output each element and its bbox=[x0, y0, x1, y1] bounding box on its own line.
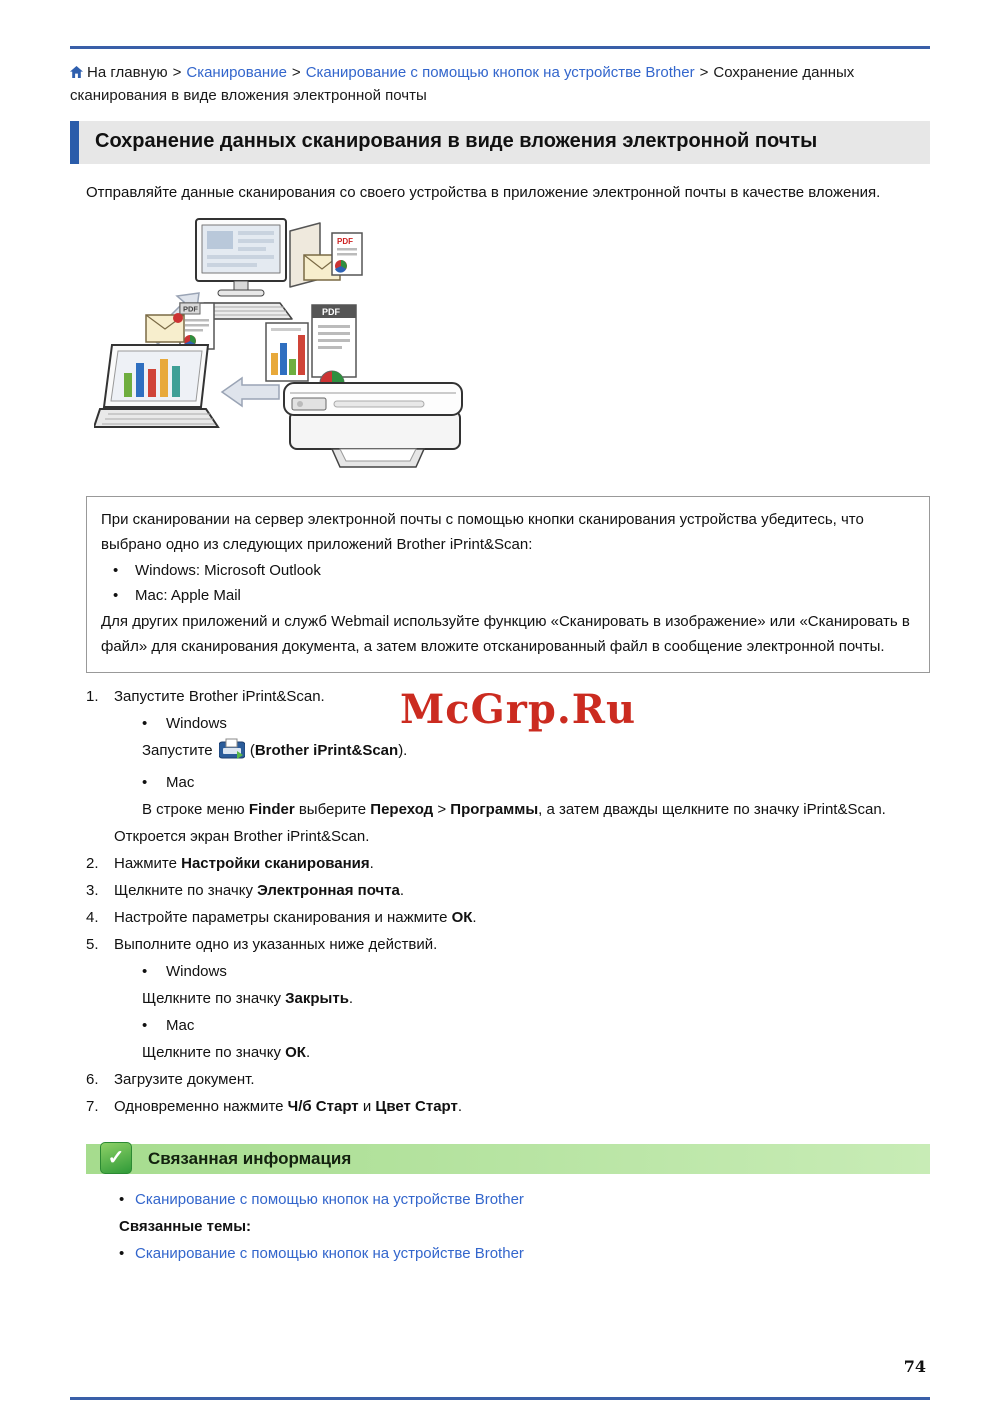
step1-mac-instruction: В строке меню Finder выберите Переход > Программы, а затем дважды щелкните по значку iPrint&Scan. bbox=[142, 800, 886, 818]
step-text: Щелкните по значку Электронная почта. bbox=[114, 881, 405, 899]
step-6 bbox=[86, 1066, 930, 1093]
step-7 bbox=[86, 1093, 930, 1120]
laptop-icon bbox=[94, 345, 218, 427]
step-body bbox=[114, 931, 930, 1066]
top-rule bbox=[70, 46, 930, 49]
breadcrumb-link-scanning[interactable]: Сканирование bbox=[186, 64, 287, 81]
step-number: 7. bbox=[86, 1097, 99, 1115]
windows-bullet bbox=[142, 958, 930, 985]
text-segment: (Brother iPrint&Scan). bbox=[249, 741, 408, 759]
step-text: Загрузите документ. bbox=[114, 1070, 255, 1088]
breadcrumb bbox=[70, 62, 930, 107]
intro-paragraph: Отправляйте данные сканирования со своего устройства в приложение электронной почты в качестве вложения. bbox=[86, 184, 881, 201]
step-text: Запустите Brother iPrint&Scan. bbox=[114, 687, 325, 705]
printer-icon bbox=[284, 383, 462, 467]
step-number: 6. bbox=[86, 1070, 99, 1088]
step-text: Одновременно нажмите Ч/б Старт и Цвет Старт. bbox=[114, 1097, 463, 1115]
step-text: Нажмите Настройки сканирования. bbox=[114, 854, 374, 872]
pdf-document-icon bbox=[312, 305, 356, 377]
bullet-icon: • bbox=[113, 587, 119, 604]
related-topics-label: Связанные темы: bbox=[119, 1217, 252, 1235]
note-bullet-mac bbox=[113, 583, 915, 609]
step-2 bbox=[86, 850, 930, 877]
note-bullet-text: Mac: Apple Mail bbox=[135, 587, 241, 604]
step5-mac-instruction: Щелкните по значку ОК. bbox=[142, 1043, 311, 1061]
step-5 bbox=[86, 931, 930, 1066]
check-icon: ✓ bbox=[100, 1142, 132, 1174]
bullet-label: Windows bbox=[166, 962, 227, 980]
watermark: McGrp.Ru bbox=[400, 686, 637, 733]
bullet-icon: • bbox=[113, 561, 119, 579]
chart-document-icon bbox=[266, 323, 308, 381]
bullet-icon: • bbox=[119, 1190, 125, 1208]
bullet-label: Windows bbox=[166, 714, 227, 732]
email-attachment-icon bbox=[146, 303, 214, 349]
step-sub-list bbox=[142, 958, 930, 1066]
bottom-rule bbox=[70, 1397, 930, 1400]
steps-list bbox=[86, 683, 930, 1120]
related-info-title: Связанная информация bbox=[148, 1148, 352, 1168]
page-content bbox=[70, 62, 930, 1267]
step1-windows-instruction bbox=[142, 737, 930, 769]
page-title: Сохранение данных сканирования в виде вложения электронной почты bbox=[95, 130, 818, 152]
text-segment: Запустите bbox=[142, 741, 217, 759]
arrow-left-icon bbox=[222, 378, 279, 406]
home-icon bbox=[70, 66, 83, 78]
related-topic-row bbox=[119, 1240, 930, 1267]
mac-bullet bbox=[142, 1012, 930, 1039]
bullet-icon: • bbox=[142, 714, 148, 732]
step-4 bbox=[86, 904, 930, 931]
step-3 bbox=[86, 877, 930, 904]
svg-text:PDF: PDF bbox=[337, 236, 353, 246]
scan-illustration bbox=[94, 215, 594, 483]
breadcrumb-separator: > bbox=[699, 64, 709, 81]
bullet-icon: • bbox=[142, 962, 148, 980]
page-number: 74 bbox=[903, 1357, 926, 1376]
bullet-icon: • bbox=[119, 1244, 125, 1262]
related-info-section bbox=[86, 1144, 930, 1267]
note-intro: При сканировании на сервер электронной почты с помощью кнопки сканирования устройства убедитесь, что выбрано одно из следующих приложений Brother iPrint&Scan: bbox=[101, 510, 864, 553]
step1-result-text: Откроется экран Brother iPrint&Scan. bbox=[114, 827, 370, 845]
svg-text:PDF: PDF bbox=[183, 304, 198, 313]
step-number: 4. bbox=[86, 908, 99, 926]
step-number: 1. bbox=[86, 687, 99, 705]
note-bullet-windows bbox=[113, 558, 915, 584]
bullet-icon: • bbox=[142, 1016, 148, 1034]
step-text: Настройте параметры сканирования и нажмите ОК. bbox=[114, 908, 477, 926]
note-bullet-text: Windows: Microsoft Outlook bbox=[135, 561, 321, 579]
breadcrumb-link-scan-buttons[interactable]: Сканирование с помощью кнопок на устройстве Brother bbox=[305, 64, 695, 81]
breadcrumb-separator: > bbox=[291, 64, 301, 81]
svg-text:PDF: PDF bbox=[322, 306, 340, 317]
title-accent-bar bbox=[70, 121, 79, 164]
bullet-label: Mac bbox=[166, 773, 195, 791]
step-number: 3. bbox=[86, 881, 99, 899]
page-title-block bbox=[70, 121, 930, 164]
step-number: 5. bbox=[86, 935, 99, 953]
related-link[interactable]: Сканирование с помощью кнопок на устройстве Brother bbox=[135, 1190, 524, 1208]
note-outro: Для других приложений и служб Webmail используйте функцию «Сканировать в изображение» или «Сканировать в файл» для сканирования документа, а затем вложите отсканированный файл в сообщение электронной почты. bbox=[101, 612, 910, 655]
iprint-scan-icon bbox=[219, 738, 245, 769]
breadcrumb-home-link[interactable] bbox=[70, 64, 168, 81]
related-topic-link[interactable]: Сканирование с помощью кнопок на устройстве Brother bbox=[135, 1244, 524, 1262]
step-text: Выполните одно из указанных ниже действий. bbox=[114, 935, 438, 953]
breadcrumb-separator: > bbox=[172, 64, 182, 81]
step5-windows-instruction: Щелкните по значку Закрыть. bbox=[142, 989, 354, 1007]
breadcrumb-current: Сохранение данных сканирования в виде вложения электронной почты bbox=[70, 64, 855, 104]
note-box bbox=[86, 496, 930, 673]
bullet-label: Mac bbox=[166, 1016, 195, 1034]
mac-bullet bbox=[142, 769, 930, 796]
bullet-icon: • bbox=[142, 773, 148, 791]
related-info-header bbox=[86, 1144, 930, 1174]
related-links bbox=[119, 1186, 930, 1267]
breadcrumb-home-label[interactable]: На главную bbox=[87, 64, 168, 81]
scan-illustration-wrap bbox=[94, 215, 930, 488]
related-link-row bbox=[119, 1186, 930, 1213]
step-number: 2. bbox=[86, 854, 99, 872]
